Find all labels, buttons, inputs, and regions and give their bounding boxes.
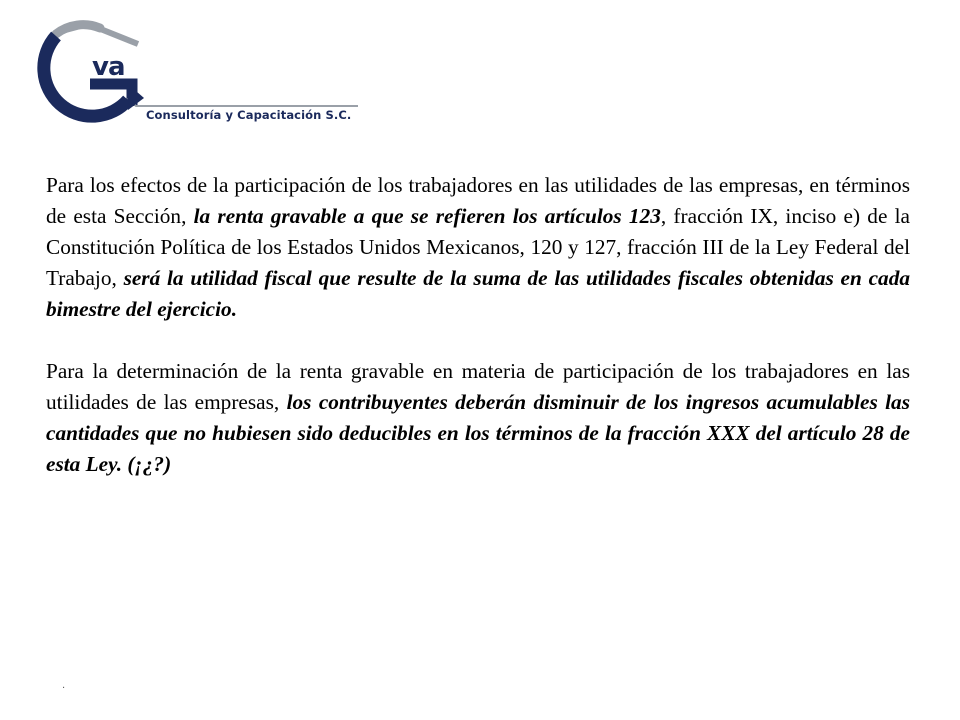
- company-logo: [28, 14, 373, 132]
- paragraph-1: [46, 170, 910, 325]
- footer-mark: .: [62, 680, 66, 691]
- logo-monogram: va: [92, 52, 125, 82]
- p1-text-1: Para los efectos de la participación de los trabajadores en las utilidades de las empresas, en términos de esta Sección,: [46, 173, 910, 228]
- p2-text-1: Para la determinación de la renta gravable en materia de participación de los trabajadores en las utilidades de las empresas,: [46, 359, 910, 414]
- company-tagline: Consultoría y Capacitación S.C.: [146, 108, 352, 122]
- p1-emphasis-1: la renta gravable a que se refieren los artículos 123: [193, 204, 661, 228]
- p1-emphasis-2: será la utilidad fiscal que resulte de la suma de las utilidades fiscales obtenidas en cada bimestre del ejercicio.: [46, 266, 910, 321]
- p1-text-2: , fracción IX, inciso e) de la Constitución Política de los Estados Unidos Mexicanos, 120 y 127, fracción III de la Ley Federal del Trabajo,: [46, 204, 910, 290]
- paragraph-2: [46, 356, 910, 480]
- p2-emphasis-1: los contribuyentes deberán disminuir de los ingresos acumulables las cantidades que no hubiesen sido deducibles en los términos de la fracción XXX del artículo 28 de esta Ley. (¡¿?): [46, 390, 910, 476]
- document-body: [46, 170, 910, 511]
